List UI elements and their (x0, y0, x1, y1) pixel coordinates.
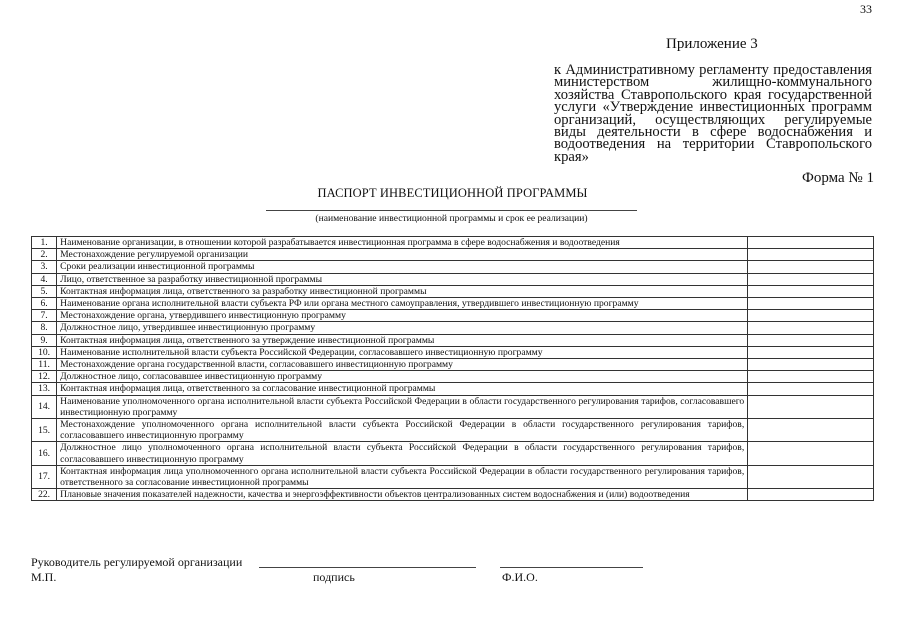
row-text: Контактная информация лица, ответственного за разработку инвестиционной программы (57, 285, 748, 297)
row-number: 3. (32, 261, 57, 273)
row-text: Местонахождение регулируемой организации (57, 249, 748, 261)
appendix-text: к Административному регламенту предоставления министерством жилищно-коммунального хозяйства Ставропольского края государственной услуги «Утверждение инвестиционных программ организаций, осуществляющих регулируемые виды деятельности в сфере водоснабжения и водоотведения на территории Ставропольского края» (554, 62, 872, 165)
row-number: 10. (32, 346, 57, 358)
row-value-cell[interactable] (748, 298, 874, 310)
table-row (32, 489, 874, 501)
row-text: Наименование исполнительной власти субъекта Российской Федерации, согласовавшего инвестиционную программу (57, 346, 748, 358)
row-value-cell[interactable] (748, 249, 874, 261)
row-number: 9. (32, 334, 57, 346)
table-row (32, 419, 874, 442)
table-row (32, 237, 874, 249)
row-value-cell[interactable] (748, 346, 874, 358)
row-value-cell[interactable] (748, 383, 874, 395)
signature-line (259, 567, 476, 568)
passport-table (31, 236, 874, 501)
page-number: 33 (860, 2, 872, 16)
table-row (32, 383, 874, 395)
title-underline (266, 210, 637, 211)
row-text: Должностное лицо, утвердившее инвестиционную программу (57, 322, 748, 334)
row-number: 17. (32, 465, 57, 488)
row-number: 11. (32, 359, 57, 371)
row-text: Лицо, ответственное за разработку инвестиционной программы (57, 273, 748, 285)
row-value-cell[interactable] (748, 285, 874, 297)
table-row (32, 395, 874, 418)
row-value-cell[interactable] (748, 237, 874, 249)
table-row (32, 285, 874, 297)
row-number: 5. (32, 285, 57, 297)
row-number: 16. (32, 442, 57, 465)
row-number: 8. (32, 322, 57, 334)
row-value-cell[interactable] (748, 322, 874, 334)
head-label: Руководитель регулируемой организации (31, 555, 243, 569)
row-number: 1. (32, 237, 57, 249)
row-value-cell[interactable] (748, 442, 874, 465)
table-row (32, 334, 874, 346)
form-number: Форма № 1 (802, 170, 874, 186)
row-value-cell[interactable] (748, 310, 874, 322)
table-row (32, 371, 874, 383)
row-text: Местонахождение органа государственной власти, согласовавшего инвестиционную программу (57, 359, 748, 371)
table-row (32, 359, 874, 371)
table-row (32, 249, 874, 261)
title-caption: (наименование инвестиционной программы и срок ее реализации) (315, 213, 588, 224)
row-text: Наименование органа исполнительной власти субъекта РФ или органа местного самоуправления, утвердившего инвестиционную программу (57, 298, 748, 310)
row-number: 15. (32, 419, 57, 442)
row-number: 13. (32, 383, 57, 395)
row-number: 4. (32, 273, 57, 285)
table-row (32, 346, 874, 358)
stamp-label: М.П. (31, 570, 57, 584)
row-value-cell[interactable] (748, 489, 874, 501)
row-number: 22. (32, 489, 57, 501)
row-value-cell[interactable] (748, 261, 874, 273)
table-row (32, 273, 874, 285)
row-value-cell[interactable] (748, 334, 874, 346)
table-row (32, 322, 874, 334)
row-text: Контактная информация лица уполномоченного органа исполнительной власти субъекта Российской Федерации в области государственного регулирования тарифов, ответственного за согласование инвестиционной программы (57, 465, 748, 488)
table-row (32, 261, 874, 273)
row-text: Плановые значения показателей надежности, качества и энергоэффективности объектов централизованных систем водоснабжения и (или) водоотведения (57, 489, 748, 501)
row-text: Должностное лицо, согласовавшее инвестиционную программу (57, 371, 748, 383)
row-text: Должностное лицо уполномоченного органа исполнительной власти субъекта Российской Федерации в области государственного регулирования тарифов, согласовавшего инвестиционную программу (57, 442, 748, 465)
row-value-cell[interactable] (748, 395, 874, 418)
row-value-cell[interactable] (748, 465, 874, 488)
table-row (32, 298, 874, 310)
appendix-title: Приложение 3 (666, 36, 758, 52)
row-number: 14. (32, 395, 57, 418)
row-value-cell[interactable] (748, 419, 874, 442)
row-text: Контактная информация лица, ответственного за утверждение инвестиционной программы (57, 334, 748, 346)
row-text: Местонахождение уполномоченного органа исполнительной власти субъекта Российской Федерации в области государственного регулирования тарифов, согласовавшего инвестиционную программу (57, 419, 748, 442)
table-row (32, 310, 874, 322)
table-row (32, 465, 874, 488)
name-caption: Ф.И.О. (502, 570, 538, 584)
name-line (500, 567, 643, 568)
row-text: Местонахождение органа, утвердившего инвестиционную программу (57, 310, 748, 322)
row-number: 7. (32, 310, 57, 322)
row-number: 6. (32, 298, 57, 310)
table-row (32, 442, 874, 465)
row-number: 2. (32, 249, 57, 261)
row-value-cell[interactable] (748, 273, 874, 285)
row-number: 12. (32, 371, 57, 383)
row-text: Наименование уполномоченного органа исполнительной власти субъекта Российской Федерации в области государственного регулирования тарифов, согласовавшего инвестиционную программу (57, 395, 748, 418)
row-text: Наименование организации, в отношении которой разрабатывается инвестиционная программа в сфере водоснабжения и водоотведения (57, 237, 748, 249)
row-text: Сроки реализации инвестиционной программы (57, 261, 748, 273)
row-text: Контактная информация лица, ответственного за согласование инвестиционной программы (57, 383, 748, 395)
row-value-cell[interactable] (748, 371, 874, 383)
row-value-cell[interactable] (748, 359, 874, 371)
signature-caption: подпись (313, 570, 355, 584)
document-title: ПАСПОРТ ИНВЕСТИЦИОННОЙ ПРОГРАММЫ (317, 186, 588, 200)
